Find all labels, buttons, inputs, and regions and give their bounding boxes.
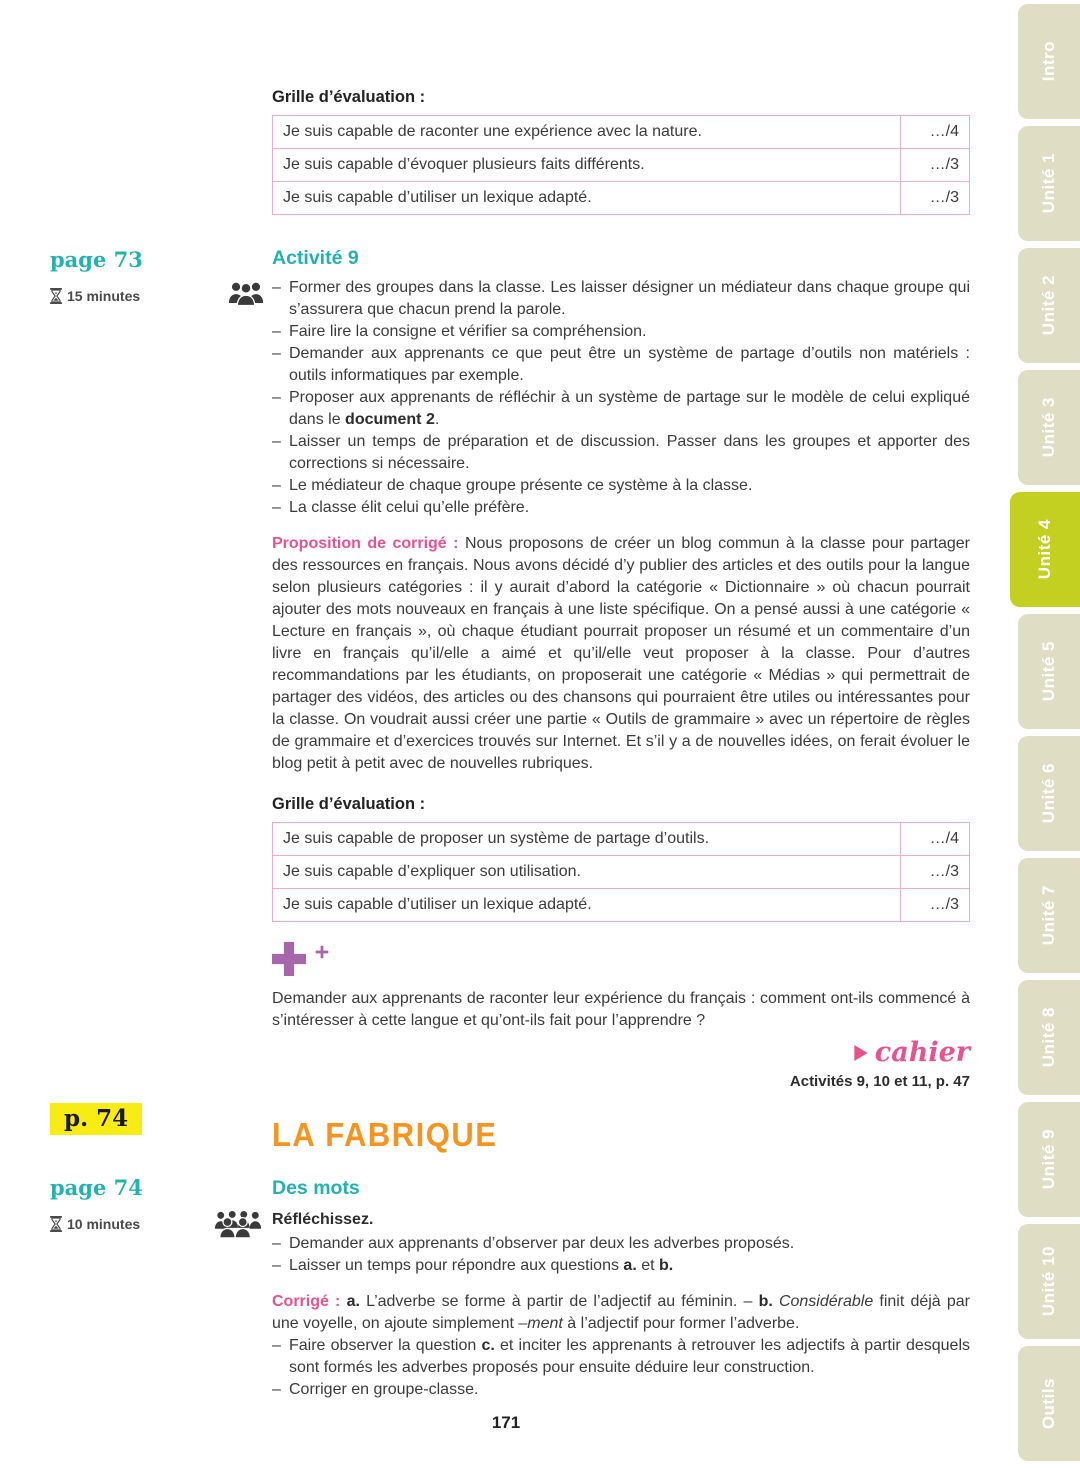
list-item: – La classe élit celui qu’elle préfère. [272,497,970,519]
tab-outils [1018,1346,1080,1461]
list-item: – Demander aux apprenants d’observer par deux les adverbes proposés. [272,1233,970,1255]
table-row [273,889,970,922]
criterion-score: …/4 [901,823,970,856]
workbook-reference [272,1038,970,1093]
reflechissez-title: Réfléchissez. [272,1211,374,1228]
tab-unite-6 [1018,736,1080,851]
extension-activity-text: Demander aux apprenants de raconter leur expérience du français : comment ont-ils commencé à s’intéresser à cette langue et qu’ont-ils fait pour l’apprendre ? [272,990,970,1029]
tab-label: Unité 3 [1039,397,1058,458]
criterion-text: Je suis capable de proposer un système de partage d’outils. [273,823,901,856]
answer-key-label: Corrigé : [272,1293,341,1310]
evaluation-grid-title: Grille d’évaluation : [272,795,426,813]
activity-9-steps [272,277,970,519]
criterion-text: Je suis capable d’utiliser un lexique adapté. [273,182,901,215]
table-row [273,182,970,215]
page-number: 171 [491,1413,521,1432]
list-item: – Faire lire la consigne et vérifier sa compréhension. [272,321,970,343]
list-item: – Corriger en groupe-classe. [272,1379,970,1401]
table-row [273,856,970,889]
tab-label: Unité 1 [1039,153,1058,214]
criterion-score: …/3 [901,856,970,889]
list-item: – Laisser un temps de préparation et de discussion. Passer dans les groupes et apporter des corrections si nécessaire. [272,431,970,475]
tab-unite-2 [1018,248,1080,363]
tab-label: Unité 5 [1039,641,1058,702]
unit-tab-rail [1008,4,1080,1468]
tab-unite-4-active [1010,492,1080,607]
tab-label: Unité 7 [1039,885,1058,946]
criterion-score: …/3 [901,889,970,922]
activity-9-title: Activité 9 [272,247,359,269]
table-row [273,823,970,856]
criterion-text: Je suis capable d’évoquer plusieurs faits différents. [273,149,901,182]
evaluation-grid-section-2 [272,793,970,922]
workbook-label: cahier [874,1037,970,1068]
list-item: – Le médiateur de chaque groupe présente ce système à la classe. [272,475,970,497]
answer-proposal-text: Nous proposons de créer un blog commun à la classe pour partager des ressources en français. Nous avons décidé d’y publier des articles et des outils pour la langue selon plusieurs catégories : il y aurait d’abord la catégorie « Dictionnaire » où chacun pourrait ajouter des mots nouveaux en français à une liste spécifique. On a pensé aussi à une catégorie « Lecture en français », où chaque étudiant pourrait proposer un résumé et un commentaire d’un livre en français qu’il/elle a aimé et qu’il/elle veut proposer à la classe. Pour d’autres recommandations par les étudiants, on proposerait une catégorie « Médias » qui permettrait de partager des vidéos, des articles ou des chansons qui pourraient être utiles ou intéressantes pour la classe. On voudrait aussi créer une partie « Outils de grammaire » avec un répertoire de règles de grammaire et d’exercices trouvés sur Internet. Et s’il y a de nouvelles idées, on ferait évoluer le blog petit à petit avec de nouvelles rubriques. [272,535,971,772]
margin-duration-73 [50,285,140,307]
criterion-score: …/3 [901,149,970,182]
list-item: – Faire observer la question c. et inciter les apprenants à retrouver les adjectifs à partir desquels sont formés les adverbes proposés pour ensuite déduire leur construction. [272,1335,970,1379]
evaluation-grid-title: Grille d’évaluation : [272,88,426,106]
tab-unite-9 [1018,1102,1080,1217]
answer-proposal [272,533,970,775]
tab-intro [1018,4,1080,119]
plus-icon [272,942,306,976]
margin-page-ref-73: page 73 [50,247,143,272]
group-work-icon [214,1209,262,1239]
reflechissez-block [272,1209,970,1277]
duration-label: 10 minutes [67,1216,141,1232]
criterion-text: Je suis capable d’utiliser un lexique adapté. [273,889,901,922]
des-mots-title: Des mots [272,1177,360,1199]
tab-label: Unité 4 [1035,519,1054,580]
workbook-line [272,1038,970,1068]
list-item: – Former des groupes dans la classe. Les laisser désigner un médiateur dans chaque groupe qui s’assurera que chacun prend la parole. [272,277,970,321]
evaluation-grid-section-1 [272,86,970,215]
tab-label: Outils [1039,1377,1058,1430]
page-74-highlight: p. 74 [50,1103,142,1135]
list-item: – Laisser un temps pour répondre aux questions a. et b. [272,1255,970,1277]
criterion-text: Je suis capable de raconter une expérience avec la nature. [273,116,901,149]
table-row [273,116,970,149]
tab-unite-1 [1018,126,1080,241]
hourglass-icon [50,1216,62,1232]
tab-label: Unité 6 [1039,763,1058,824]
extension-section [272,942,970,1032]
margin-duration-74 [50,1213,140,1235]
plus-icon [315,945,329,959]
tab-unite-7 [1018,858,1080,973]
criterion-score: …/3 [901,182,970,215]
tab-label: Unité 9 [1039,1129,1058,1190]
answer-key-text: a. L’adverbe se forme à partir de l’adjectif au féminin. – b. Considérable finit déjà par une voyelle, on ajoute simplement –ment à l’adjectif pour former l’adverbe. [272,1293,970,1332]
tab-unite-5 [1018,614,1080,729]
evaluation-grid [272,822,970,922]
hourglass-icon [50,288,62,304]
list-item: – Demander aux apprenants ce que peut être un système de partage d’outils non matériels : outils informatiques par exemple. [272,343,970,387]
arrow-right-icon [854,1045,868,1061]
criterion-score: …/4 [901,116,970,149]
tab-unite-8 [1018,980,1080,1095]
group-work-icon [228,279,264,307]
la-fabrique-title: LA FABRIQUE [272,1115,498,1154]
table-row [273,149,970,182]
tab-unite-3 [1018,370,1080,485]
tab-unite-10 [1018,1224,1080,1339]
extension-plus-row [272,942,970,984]
followup-steps [272,1335,970,1401]
list-item: – Proposer aux apprenants de réfléchir à un système de partage sur le modèle de celui expliqué dans le document 2. [272,387,970,431]
workbook-activities: Activités 9, 10 et 11, p. 47 [789,1073,970,1090]
criterion-text: Je suis capable d’expliquer son utilisation. [273,856,901,889]
la-fabrique-section [64,1105,970,1154]
des-mots-section [50,1175,970,1401]
evaluation-grid [272,115,970,215]
answer-proposal-label: Proposition de corrigé : [272,535,459,552]
duration-label: 15 minutes [67,288,141,304]
tab-label: Unité 8 [1039,1007,1058,1068]
tab-label: Unité 2 [1039,275,1058,336]
margin-page-ref-74: page 74 [50,1175,143,1200]
activity-9-section [50,247,971,775]
reflechissez-steps [272,1233,970,1277]
page-content [50,0,971,1401]
answer-key [272,1291,970,1335]
tab-label: Intro [1039,41,1058,82]
tab-label: Unité 10 [1039,1246,1058,1317]
